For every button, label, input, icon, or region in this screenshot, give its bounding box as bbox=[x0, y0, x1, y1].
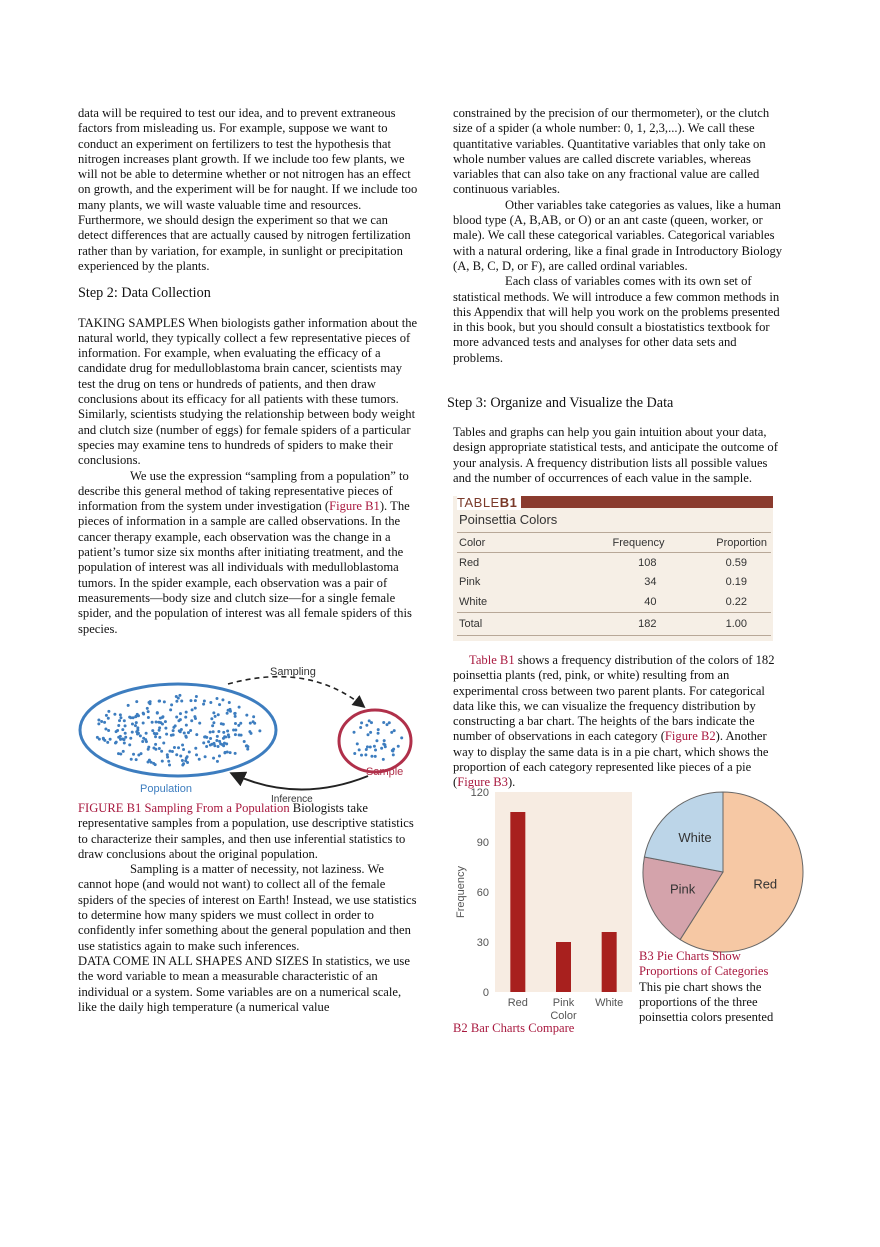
y-tick-label: 90 bbox=[476, 837, 489, 849]
figure-b1-sampling-diagram bbox=[78, 664, 423, 804]
sample-ellipse bbox=[339, 710, 411, 772]
table-row: Red 108 0.59 bbox=[459, 556, 747, 569]
right-column-2 bbox=[453, 425, 783, 486]
table-label: TABLEB1 bbox=[457, 495, 521, 510]
left-column bbox=[78, 106, 420, 637]
paragraph: TAKING SAMPLES When biologists gather information about the natural world, they typically collect a few representative pieces of information. For example, when evaluating the efficacy of a candidate drug for medulloblastoma brain cancer, scientists may test the drug on tens or hundreds of patients, and then draw conclusions about its efficacy for all patients with these tumors. Similarly, scientists studying the relationship between body weight and clutch size (number of eggs) for female spiders of a particular species may examine tens to hundreds of spiders to make their conclusions. bbox=[78, 315, 418, 468]
pie-label: White bbox=[678, 830, 712, 846]
bar-white bbox=[602, 932, 617, 992]
table-header: Frequency bbox=[583, 533, 671, 553]
table-total-row: Total 182 1.00 bbox=[457, 612, 771, 635]
inference-label: Inference bbox=[271, 794, 313, 804]
figure-b3-pie-chart bbox=[638, 788, 808, 954]
section-heading: Step 2: Data Collection bbox=[78, 285, 211, 302]
table-row: Pink 34 0.19 bbox=[459, 576, 747, 589]
table-link[interactable]: Table B1 bbox=[469, 653, 515, 667]
figure-link[interactable]: Figure B3 bbox=[457, 775, 508, 790]
inference-arrow bbox=[233, 774, 368, 790]
paragraph: Sampling is a matter of necessity, not laziness. We cannot hope (and would not want) to collect all of the female spiders of the species of interest on Earth! Instead, we use statistics to determine how many spiders we must collect in order to confidently infer something about the general population and then use statistics again to make such inferences. bbox=[78, 862, 417, 953]
table-b1-paragraph: Table B1 shows a frequency distribution of the colors of 182 poinsettia plants (red, pink, or white) resulting from an experimental cross between two parent plants. For categorical data like this, we can visualize the frequency distribution by constructing a bar chart. The heights of the bars indicate the number of observations in each category (Figure B2). Another way to display the same data is in a pie chart, which shows the proportion of each category represented like pieces of a pie (Figure B3). bbox=[453, 653, 775, 790]
table-title: Poinsettia Colors bbox=[459, 512, 558, 527]
paragraph: Other variables take categories as values, like a human blood type (A, B,AB, or O) or an ant caste (queen, worker, or male). We call these categorical variables. Categorical variables with a natural ordering, like a final grade in Introductory Biology (A, B, C, D, or F), are called ordinal variables. bbox=[453, 197, 783, 273]
pie-label: Pink bbox=[669, 881, 696, 897]
caption-title: B3 Pie Charts Show Proportions of Categories bbox=[639, 949, 769, 979]
section-heading: Step 3: Organize and Visualize the Data bbox=[447, 395, 674, 411]
sampling-label: Sampling bbox=[270, 666, 316, 678]
bar-pink bbox=[556, 942, 571, 992]
y-tick-label: 0 bbox=[482, 987, 489, 999]
figure-link[interactable]: Figure B2 bbox=[664, 729, 716, 744]
b3-caption bbox=[639, 949, 784, 1025]
y-tick-label: 30 bbox=[476, 937, 489, 949]
bar-red bbox=[510, 812, 525, 992]
y-tick-label: 60 bbox=[476, 887, 489, 899]
x-tick-label: Red bbox=[507, 997, 528, 1009]
caption-title: FIGURE B1 Sampling From a Population bbox=[78, 801, 290, 815]
pie-label: Red bbox=[753, 876, 778, 892]
paragraph: constrained by the precision of our thermometer), or the clutch size of a spider (a whole number: 0, 1, 2,3,...). We call these quantitative variables. Quantitative variables that only take on whole number values are called discrete variables, whereas variables that can also take on any fractional value are called continuous variables. bbox=[453, 106, 770, 197]
sample-label: Sample bbox=[366, 766, 404, 778]
table-header: Color bbox=[457, 533, 583, 553]
paragraph: Each class of variables comes with its own set of statistical methods. We will introduce a few common methods in this Appendix that will help you work on the problems presented in this book, but you should consult a biostatistics textbook for more advanced tests and analyses for other data sets and problems. bbox=[453, 274, 780, 365]
paragraph: data will be required to test our idea, and to prevent extraneous factors from misleading us. For example, suppose we want to conduct an experiment on fertilizers to test the hypothesis that nitrogen increases plant growth. If we include too few plants, we will not be able to determine whether or not nitrogen has an effect on growth, and the experiment will be for naught. If we include too many plants, we will waste valuable time and resources. Furthermore, we should design the experiment so that we can detect differences that are actually caused by nitrogen fertilization rather than by variation, for example, in sunlight or precipitation experienced by the plants. bbox=[78, 106, 418, 273]
figure-b2-bar-chart bbox=[450, 788, 636, 1020]
frequency-table bbox=[457, 532, 771, 636]
caption-text: This pie chart shows the proportions of the three poinsettia colors presented bbox=[639, 979, 774, 1025]
figure-b1-caption: FIGURE B1 Sampling From a Population Biologists take representative samples from a population, use descriptive statistics to characterize their samples, and then use inferential statistics to draw conclusions about the original population. Sampling is a matter of necessity, not laziness. We cannot hope (and would not want) to collect all of the female spiders of the species of interest on Earth! Instead, we use statistics to determine how many spiders we must collect in order to confidently infer something about the general population and then use statistics again to make such inferences. DATA COME IN ALL SHAPES AND SIZES In statistics, we use the word variable to mean a measurable characteristic of an individual or a system. Some variables are on a numerical scale, like the daily high temperature (a numerical value bbox=[78, 801, 420, 1015]
paragraph: DATA COME IN ALL SHAPES AND SIZES In statistics, we use the word variable to mean a measurable characteristic of an individual or a system. Some variables are on a numerical scale, like the daily high temperature (a numerical value bbox=[78, 953, 410, 1014]
population-label: Population bbox=[140, 783, 192, 795]
x-tick-label: Pink bbox=[552, 997, 575, 1009]
paragraph: Tables and graphs can help you gain intuition about your data, design appropriate statistical tests, and anticipate the outcome of your analysis. A frequency distribution lists all possible values and the number of occurrences of each value in the sample. bbox=[453, 425, 778, 485]
paragraph: We use the expression “sampling from a population” to describe this general method of taking representative pieces of information from the system under investigation (Figure B1). The pieces of information in a sample are called observations. In the cancer therapy example, each observation was the change in a patient’s tumor size six months after initiating treatment, and the population of interest was all individuals with medulloblastoma tumors. In the spider example, each observation was a pair of measurements—body size and clutch size—for a single female spider, and the population of interest was all female spiders of this species. bbox=[78, 468, 412, 636]
figure-link[interactable]: Figure B1 bbox=[329, 499, 380, 514]
b2-caption: B2 Bar Charts Compare bbox=[453, 1021, 575, 1035]
right-column bbox=[453, 106, 783, 366]
table-row: White 40 0.22 bbox=[459, 595, 747, 608]
y-axis-label: Frequency bbox=[455, 866, 467, 918]
x-tick-label: White bbox=[595, 997, 624, 1009]
table-b1 bbox=[453, 496, 773, 641]
y-tick-label: 120 bbox=[470, 788, 489, 799]
x-axis-label: Color bbox=[550, 1010, 577, 1020]
table-header: Proportion bbox=[671, 533, 772, 553]
